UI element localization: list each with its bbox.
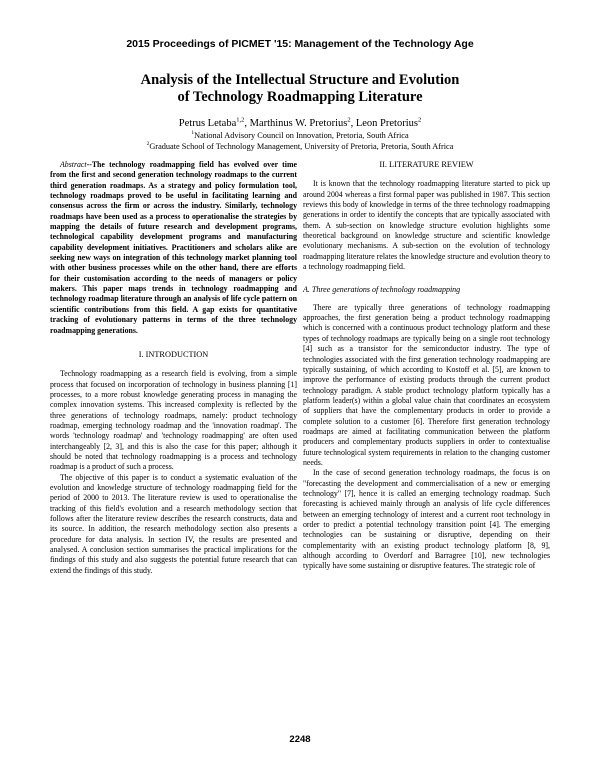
right-column	[303, 160, 550, 572]
author-name: Marthinus W. Pretorius	[249, 118, 348, 129]
subsection-heading-three-generations: A. Three generations of technology roadmapping	[303, 285, 461, 295]
affiliation-text: Graduate School of Technology Management, University of Pretoria, Pretoria, South Africa	[149, 142, 454, 151]
author-list	[0, 117, 600, 130]
abstract-text: --The technology roadmapping field has evolved over time from the first and second generation technology roadmaps to the current third generation roadmaps. As a strategy and policy formulation tool, technology roadmaps proved to be useful in facilitating learning and consensus across the firm or across the industry. Similarly, technology roadmaps have been used as a process to operationalise the strategies by mapping the details of future research and development programs, technological capability development programs and manufacturing capability development initiatives. Practitioners and scholars alike are seeking new ways on integration of this technology market planning tool with other business processes while on the other hand, there are efforts for their customisation according to the needs of managers or policy makers. This paper maps trends in technology roadmapping and technology roadmap literature through an analysis of life cycle pattern on scientific contributions from this field. A gap exists for quantitative tracking of evolutionary patterns in terms of the three technology roadmapping generations.	[50, 160, 297, 335]
affiliation-text: National Advisory Council on Innovation, Pretoria, South Africa	[194, 131, 409, 140]
affiliation-1	[0, 130, 600, 141]
page-number: 2248	[289, 734, 311, 745]
body-paragraph: In the case of second generation technology roadmaps, the focus is on "forecasting the development and commercialisation of a new or emerging technology" [7], hence it is called an emerging technology roadmap. Such forecasting is achieved mainly through an analysis of life cycle differences between an emerging technology of interest and a current root technology in order to predict a potential technology transition point [4]. The emerging technologies can be sustaining or disruptive, depending on their complementarity with an existing product technology platform [8, 9], although according to Overdorf and Barragree [10], new technologies typically have some sustaining or disruptive features. The strategic role of	[303, 468, 550, 571]
paper-title	[0, 72, 600, 106]
affiliation-2	[0, 141, 600, 152]
author-separator: ,	[244, 118, 250, 129]
affiliation-mark: 1	[191, 130, 195, 137]
body-paragraph: There are typically three generations of technology roadmapping approaches, the first generation being a product technology roadmapping which is concerned with a continuous product technology platform and these types of technology roadmaps are typically being on a single root technology [4] such as a transistor for the semiconductor industry. The type of technologies associated with the first generation technology roadmapping are typically sustaining, of which according to Kostoff et al. [5], are known to improve the performance of existing products through the current product technology paradigm. A stable product technology platform typically has a platform leader(s) within a global value chain that coordinates an ecosystem of suppliers that have the complementary products in order to provide a complete solution to a customer [6]. Therefore first generation technology roadmaps are aimed at facilitating communication between the platform producers and complementary products suppliers in order to contextualise future technological system requirements in relation to the changing customer needs.	[303, 302, 550, 467]
author-affiliation-mark: 2	[347, 116, 351, 124]
abstract	[50, 160, 297, 336]
title-line-1: Analysis of the Intellectual Structure and Evolution	[140, 72, 460, 88]
section-heading-literature-review: II. LITERATURE REVIEW	[379, 160, 474, 169]
title-line-2: of Technology Roadmapping Literature	[177, 89, 423, 105]
affiliation-mark: 2	[146, 141, 150, 148]
author-separator: ,	[350, 118, 356, 129]
running-head: 2015 Proceedings of PICMET '15: Management of the Technology Age	[126, 38, 474, 50]
author-affiliation-mark: 1,2	[236, 116, 245, 124]
author-name: Petrus Letaba	[178, 118, 237, 129]
section-heading-introduction: I. INTRODUCTION	[138, 349, 209, 359]
body-paragraph: Technology roadmapping as a research field is evolving, from a simple process that focused on incorporation of technology in business planning [1] processes, to a more robust knowledge generating process in managing the complex innovation systems. This increased complexity is reflected by the three generations of technology roadmaps, namely: product technology roadmap, emerging technology roadmap and the 'innovation roadmap'. The words 'technology roadmap' and 'technology roadmapping' are often used interchangeably [2, 3], and this is also the case for this paper; although it should be noted that technology roadmapping is a process and technology roadmap is a product of such a process.	[50, 369, 297, 472]
author-affiliation-mark: 2	[417, 116, 422, 124]
author-name: Leon Pretorius	[355, 118, 418, 129]
body-paragraph: The objective of this paper is to conduct a systematic evaluation of the evolution and knowledge structure of technology roadmapping field for the period of 2000 to 2013. The literature review is used to operationalise the tracking of this field's evolution and a research methodology section that follows after the literature review describes the research constructs, data and its source. In addition, the research methodology section also presents a procedure for data analysis. In section IV, the results are presented and analysed. A conclusion section summarises the practical implications for the findings of this study and also suggests the potential future research that can extend the findings of this study.	[50, 472, 297, 575]
left-column	[50, 160, 297, 576]
abstract-label: Abstract	[60, 160, 87, 169]
body-paragraph: It is known that the technology roadmapping literature started to pick up around 2004 whereas a first formal paper was published in 1987. This section reviews this body of knowledge in terms of the three technology roadmapping generations in order to identify the concepts that are typically associated with them. A sub-section on knowledge structure evolution highlights some theoretical background on knowledge structure and scientific knowledge evolutionary mechanisms. A sub-section on the evolution of technology roadmapping literature relates the knowledge structure and evolution theory to a technology roadmapping field.	[303, 179, 550, 272]
